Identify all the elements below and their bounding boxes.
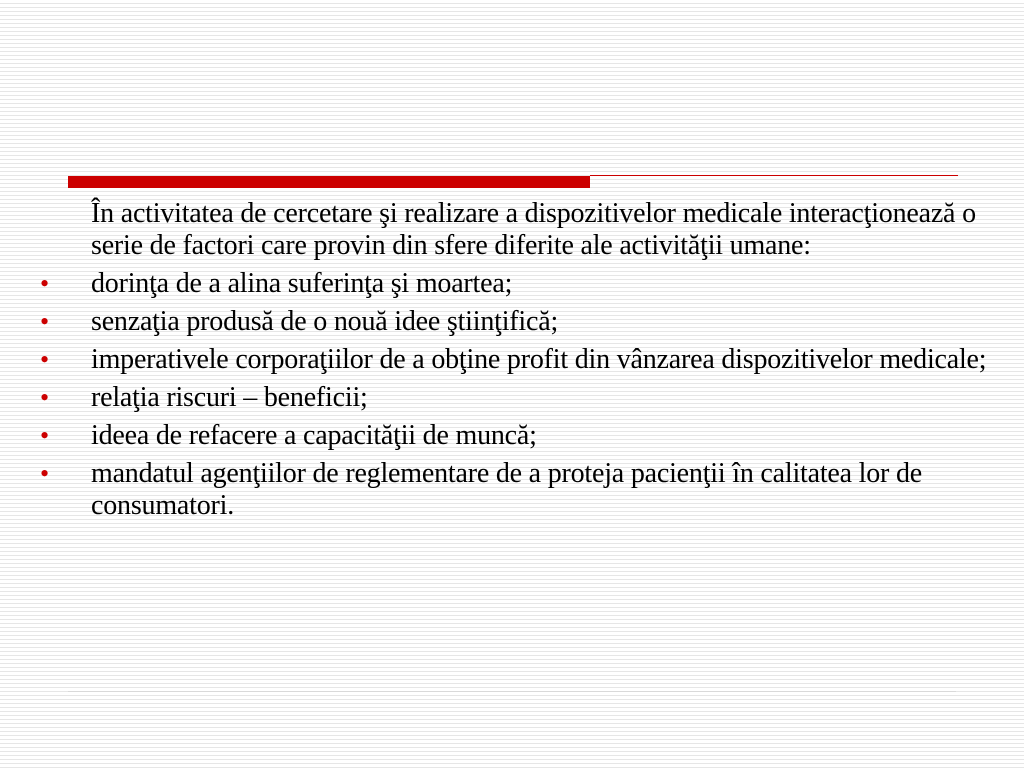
bullet-icon: • [40, 269, 49, 298]
list-item-text: senzaţia produsă de o nouă idee ştiinţifică; [91, 306, 559, 337]
list-item-text: ideea de refacere a capacităţii de muncă; [91, 420, 537, 451]
list-item [36, 458, 996, 522]
bullet-icon: • [40, 421, 49, 450]
list-item-text: mandatul agenţiilor de reglementare de a proteja pacienţii în calitatea lor de consumatori. [91, 458, 923, 521]
list-item-text: relaţia riscuri – beneficii; [91, 382, 368, 413]
bullet-list [36, 268, 996, 522]
list-item-text: imperativele corporaţiilor de a obţine profit din vânzarea dispozitivelor medicale; [91, 344, 987, 375]
list-item-text: dorinţa de a alina suferinţa şi moartea; [91, 268, 513, 299]
footer-divider [68, 691, 956, 692]
intro-paragraph: În activitatea de cercetare şi realizare a dispozitivelor medicale interacţionează o serie de factori care provin din sfere diferite ale activităţii umane: [91, 198, 976, 261]
accent-line [590, 175, 958, 176]
list-item [36, 344, 996, 376]
bullet-icon: • [40, 307, 49, 336]
list-item [36, 306, 996, 338]
list-item [36, 382, 996, 414]
bullet-icon: • [40, 459, 49, 488]
list-item [36, 420, 996, 452]
bullet-icon: • [40, 345, 49, 374]
accent-bar [68, 176, 590, 188]
bullet-icon: • [40, 383, 49, 412]
slide-content [36, 198, 996, 528]
list-item [36, 268, 996, 300]
